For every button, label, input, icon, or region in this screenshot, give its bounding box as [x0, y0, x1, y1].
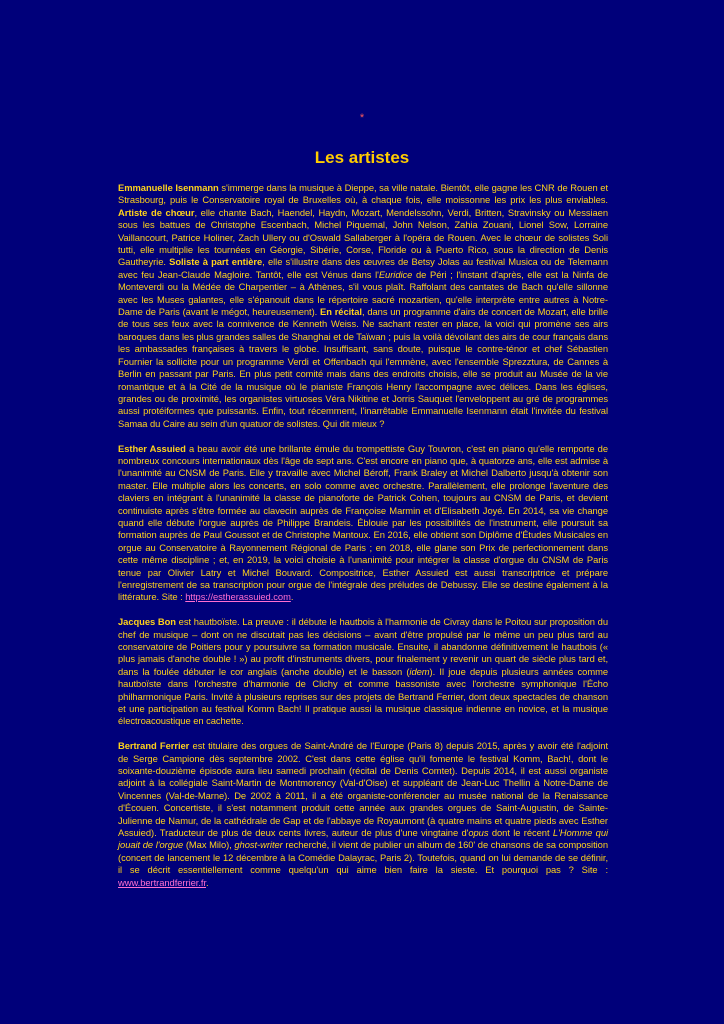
bio-text: . — [206, 876, 209, 888]
page-title: Les artistes — [314, 148, 410, 167]
bio-bertrand-ferrier — [118, 740, 608, 889]
italic-word: ghost-writer — [234, 839, 283, 851]
artist-name: Esther Assuied — [118, 442, 186, 454]
bio-text: est titulaire des orgues de Saint-André de l'Europe (Paris 8) depuis 2015, après y avoir été l'adjoint de Serge Campione dès septembre 2002. C'est dans cette église qu'il fomente le festival Komm, Bach!, dont le soixante-douzième épisode aura lieu samedi prochain (récital de Denis Comtet). Depuis 2014, il est aussi organiste adjoint à la collégiale Saint-Martin de Montmorency (Val-d'Oise) et suppléant de Jean-Luc Thellin à Notre-Dame de Vincennes (Val-de-Marne). De 2002 à 2011, il a été organiste-conférencier au musée national de la Renaissance d'Écouen. Concertiste, il s'est notamment produit cette année aux grandes orgues de Saint-Augustin, de Sainte-Julienne de Namur, de la cathédrale de Gap et de l'abbaye de Royaumont (à quatre mains et quatre pieds avec Esther Assuied). Traducteur de plus de deux cents livres, auteur de plus d'une vingtaine d' — [118, 740, 608, 839]
bio-text: , dans un programme d'airs de concert de Mozart, elle brille de tous ses feux avec la connivence de Kenneth Weiss. Ne sachant rester en place, la voici qui promène ses airs baroques dans les plus grandes salles de Shanghai et de Taïwan ; puis la voilà dévoilant des airs de cour français dans les ambassades françaises à travers le globe. Insuffisant, sans doute, puisque le contre-ténor et chef Sébastien Fournier la sollicite pour un programme Verdi et Offenbach qui l'emmène, avec l'ensemble Sprezztura, de Cannes à Berlin en passant par Paris. En plus petit comité mais dans des endroits choisis, elle se produit au Musée de la vie romantique et à la Cité de la musique où le pianiste François Henry l'accompagne avec délices. Dans les églises, grandes ou de proximité, les organistes virtuoses Véra Nikitine et Jorris Sauquet l'enveloppent au gré de programmes aussi protéiformes que puissants. Enfin, tout récemment, l'inarrêtable Emmanuelle Isenmann était l'invitée du festival Samaa du Caire au sein d'un quatuor de solistes. Qui dit mieux ? — [118, 306, 609, 429]
bio-jacques-bon — [118, 616, 608, 728]
bio-text: . — [290, 591, 294, 603]
bio-text: ). Il joue depuis plusieurs années comme hautboïste dans l'orchestre d'harmonie de Clichy et comme bassoniste avec l'orchestre symphonique l'Écho philharmonique Paris. Invité à plusieurs reprises sur des projets de Bertrand Ferrier, dont deux spectacles de chanson et une participation au festival Komm Bach! Il pratique aussi la musique classique indienne en novice, et la musique électroacoustique en cachette. — [118, 665, 609, 727]
bio-text: , elle chante Bach, Haendel, Haydn, Mozart, Mendelssohn, Verdi, Britten, Stravinsky ou Messiaen sous les battues de Christophe Escenbach, Michel Piquemal, John Nelson, Zahia Zouani, Lionel Sow, Lorraine Vaillancourt, Patrice Holiner, Zach Ullery ou d'Oswald Sallaberger à l'opéra de Rouen. Avec le chœur de solistes Soli tutti, elle multiplie les tournées en Géorgie, Sibérie, Corse, Floride ou à Puerto Rico, sous la direction de Denis Gautheyrie. — [118, 206, 608, 268]
highlight: Artiste de chœur — [118, 206, 195, 218]
website-link[interactable]: https://estherassuied.com — [185, 591, 291, 603]
artist-name: Jacques Bon — [118, 616, 176, 628]
artists-content — [118, 182, 608, 902]
italic-book-title: L'Homme qui jouait de l'orgue — [118, 827, 609, 851]
bio-text: dont le récent — [488, 827, 553, 839]
bio-text: recherché, il vient de publier un album de 160' de chansons de sa composition (concert de lancement le 12 décembre à la Comédie Dalayrac, Paris 2). Toutefois, quand on lui demande de se définir, il se décrit essentiellement comme quelqu'un qui aime bien faire la sieste. Et pourquoi pas ? Site : — [118, 839, 608, 876]
bio-text: (Max Milo), — [183, 839, 235, 851]
bio-text: s'immerge dans la musique à Dieppe, sa ville natale. Bientôt, elle gagne les CNR de Rouen et Strasbourg, puis le Conservatoire royal de Bruxelles où, à chaque fois, elle moissonne les prix les plus enviables. — [118, 182, 609, 206]
italic-word: idem — [409, 665, 430, 677]
artist-name: Emmanuelle Isenmann — [118, 182, 219, 193]
bio-text: , elle s'illustre dans des œuvres de Betsy Jolas au festival Musica ou de Telemann avec feu Jean-Claude Magloire. Tantôt, elle est Vénus dans l' — [118, 256, 609, 280]
decorative-asterisk: * — [359, 112, 365, 124]
website-link[interactable]: www.bertrandferrier.fr — [118, 876, 206, 888]
highlight: Soliste à part entière — [169, 256, 263, 268]
bio-text: de Péri ; l'instant d'après, elle est la Ninfa de Monteverdi ou la Médée de Charpentier – à Athènes, s'il vous plaît. Raffolant des cantates de Bach qu'elle sillonne avec les Muses galantes, elle s'épanouit dans le répertoire sacré mozartien, qu'elle interprète entre autres à Notre-Dame de Paris (avant le mégot, heureusement). — [118, 268, 608, 318]
bio-emmanuelle-isenmann — [118, 182, 608, 430]
italic-word: opus — [468, 827, 489, 839]
highlight: En récital — [320, 306, 362, 318]
bio-text: a beau avoir été une brillante émule du trompettiste Guy Touvron, c'est en piano qu'elle remporte de nombreux concours internationaux dès l'âge de sept ans. C'est encore en piano que, à quatorze ans, elle est admise à l'unanimité au CNSM de Paris. Elle y travaille avec Michel Béroff, Frank Braley et Michel Dalberto jusqu'à obtenir son master. Elle multiplie alors les concerts, en solo comme avec orchestre. Parallèlement, elle prolonge l'aventure des claviers en intégrant à l'unanimité la classe de pianoforte de Patrick Cohen, toujours au CNSM de Paris, et devient continuiste après s'être formée au clavecin auprès de Françoise Marmin et d'Elisabeth Joyé. En 2014, sa vie change quand elle débute l'orgue auprès de Philippe Brandeis. Éblouie par les possibilités de l'instrument, elle poursuit sa formation auprès de Paul Goussot et de Christophe Mantoux. En 2016, elle obtient son Diplôme d'Études Musicales en orgue au Conservatoire à Rayonnement Régional de Paris ; en 2018, elle glane son Prix de perfectionnement dans cette même discipline ; et, en 2019, la voici choisie à l'unanimité pour intégrer la classe d'orgue du CNSM de Paris tenue par Olivier Latry et Michel Bouvard. Compositrice, Esther Assuied est aussi transcriptrice et prépare l'enregistrement de sa transcription pour orgue de l'intégrale des préludes de Debussy. Elle se destine également à la littérature. Site : — [118, 442, 608, 603]
artist-name: Bertrand Ferrier — [118, 740, 190, 752]
italic-title: Euridice — [378, 268, 413, 280]
bio-esther-assuied — [118, 443, 608, 604]
bio-text: est hautboïste. La preuve : il débute le hautbois à l'harmonie de Civray dans le Poitou sur proposition du chef de musique – dont on ne discutait pas les décisions – avant d'être propulsé par le même un peu plus tard au conservatoire de Poitiers pour y poursuivre sa formation musicale. Ensuite, il abandonne définitivement le hautbois (« plus jamais d'anche double ! ») au profit d'instruments divers, pour finalement y revenir un quart de siècle plus tard et, dans la foulée débuter le cor anglais (anche double) et le basson ( — [118, 616, 608, 677]
